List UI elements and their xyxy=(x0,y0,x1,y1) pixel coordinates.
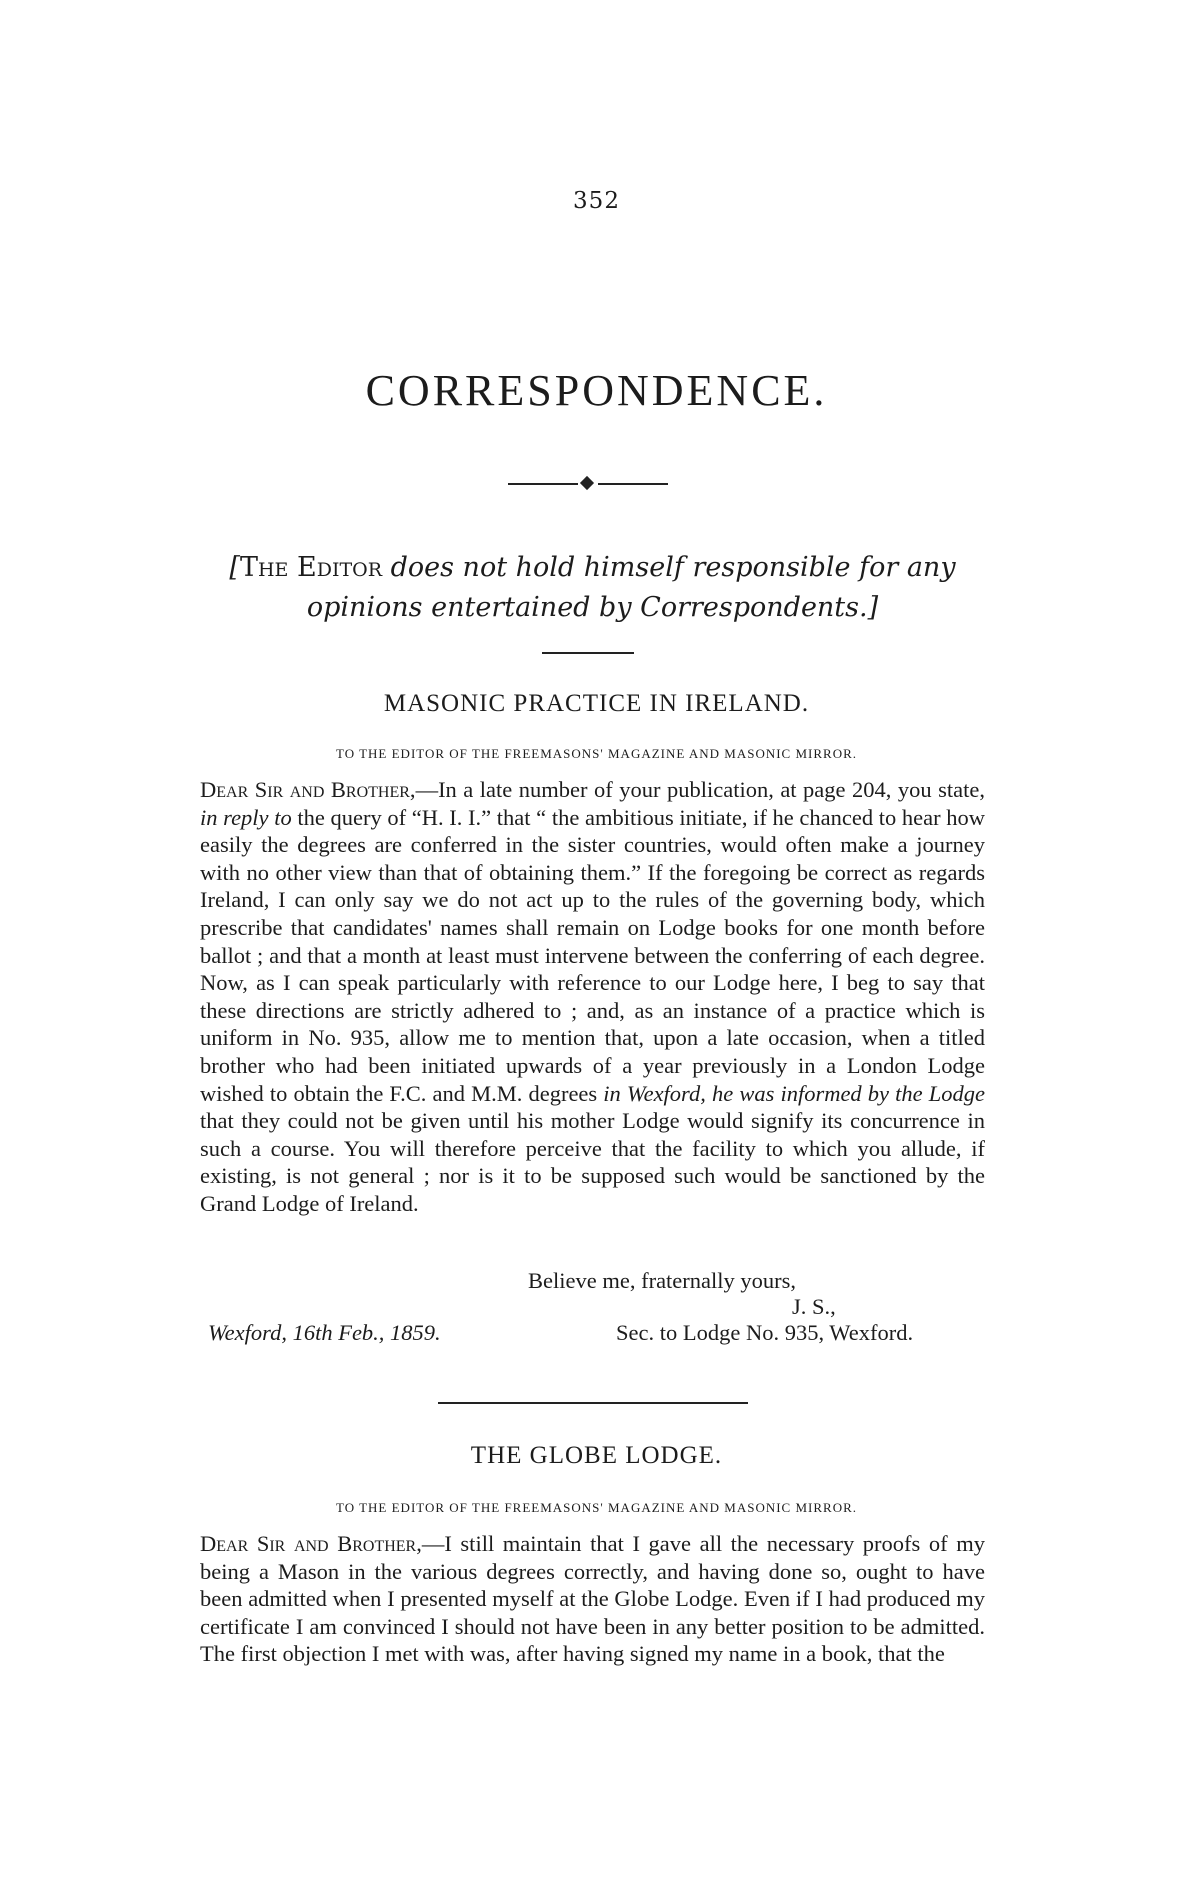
title-ornament xyxy=(508,478,668,490)
letter-body-part: —In a late number of your publication, at page 204, you state, xyxy=(415,777,986,802)
letter-signature-title: Sec. to Lodge No. 935, Wexford. xyxy=(616,1320,914,1345)
ornament-line-left xyxy=(508,483,578,485)
letter-title: THE GLOBE LODGE. xyxy=(470,1442,723,1469)
section-title: CORRESPONDENCE. xyxy=(365,366,828,415)
divider-long xyxy=(438,1402,748,1404)
disclaimer-close-bracket: ] xyxy=(867,592,879,623)
letter-salutation: Dear Sir and Brother, xyxy=(200,1531,422,1556)
letter-body xyxy=(200,776,985,1218)
letter-body xyxy=(200,1530,985,1668)
letter-signature: J. S., xyxy=(792,1294,836,1319)
ornament-line-right xyxy=(598,483,668,485)
letter-body-italic: in reply to xyxy=(200,804,292,830)
letter-body-italic: in Wexford, he was informed by the Lodge xyxy=(603,1080,985,1106)
disclaimer-text: does not hold himself responsible for any opinions entertained by Correspondents. xyxy=(306,552,956,623)
disclaimer-the-editor: The Editor xyxy=(239,552,383,583)
letter-closing: Believe me, fraternally yours, xyxy=(528,1268,797,1293)
letter-address: TO THE EDITOR OF THE FREEMASONS' MAGAZINE AND MASONIC MIRROR. xyxy=(335,746,858,761)
letter-address: TO THE EDITOR OF THE FREEMASONS' MAGAZINE AND MASONIC MIRROR. xyxy=(335,1500,858,1515)
letter-body-part: —I still maintain that I gave all the necessary proofs of my being a Mason in the various degrees correctly, and having done so, ought to have been admitted when I presented myself at the Globe Lodge. Even if I had produced my certificate I am convinced I should not have been in any better position to be admitted. The first objection I met with was, after having signed my name in a book, that the xyxy=(200,1531,985,1667)
letter-salutation: Dear Sir and Brother, xyxy=(200,777,416,802)
letter-body-part: the query of “H. I. I.” that “ the ambitious initiate, if he chanced to hear how easily the degrees are conferred in the sister countries, would often make a journey with no other view than that of obtaining them.” If the foregoing be correct as regards Ireland, I can only say we do not act up to the rules of the governing body, which prescribe that candidates' names shall remain on Lodge books for one month before ballot ; and that a month at least must intervene between the conferring of each degree. Now, as I can speak particularly with reference to our Lodge here, I beg to say that these directions are strictly adhered to ; and, as an instance of a practice which is uniform in No. 935, allow me to mention that, upon a late occasion, when a titled brother who had been initiated upwards of a year previously in a London Lodge wished to obtain the F.C. and M.M. degrees xyxy=(200,804,985,1106)
ornament-diamond xyxy=(580,476,594,490)
page-number: 352 xyxy=(573,188,620,214)
letter-place-date: Wexford, 16th Feb., 1859. xyxy=(208,1320,441,1345)
letter-body-part: that they could not be given until his mother Lodge would signify its concurrence in such a course. You will therefore perceive that the facility to which you allude, if existing, is not general ; nor is it to be supposed such would be sanctioned by the Grand Lodge of Ireland. xyxy=(200,1108,985,1216)
editor-disclaimer xyxy=(200,548,985,628)
letter-title: MASONIC PRACTICE IN IRELAND. xyxy=(383,690,810,717)
divider-short xyxy=(542,652,634,654)
disclaimer-open-bracket: [ xyxy=(229,552,240,583)
